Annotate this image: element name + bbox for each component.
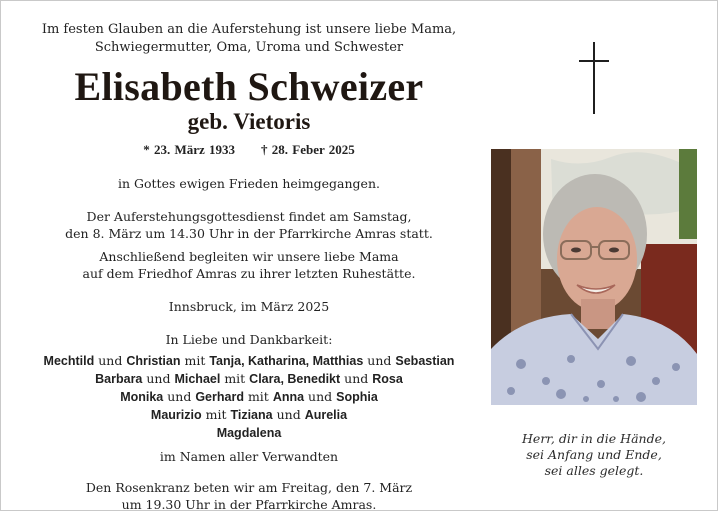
maiden-name: geb. Vietoris — [187, 109, 311, 134]
deceased-name: Elisabeth Schweizer — [74, 64, 424, 109]
rosary-line-2: um 19.30 Uhr in der Pfarrkirche Amras. — [121, 497, 377, 512]
passed-line: in Gottes ewigen Frieden heimgegangen. — [118, 176, 380, 191]
death-date: † 28. Feber 2025 — [261, 142, 355, 157]
quote-line-3: sei alles gelegt. — [544, 463, 644, 478]
family-row: Maurizio mit Tiziana und Aurelia — [150, 407, 348, 422]
love-line: In Liebe und Dankbarkeit: — [165, 332, 333, 347]
family-row: Barbara und Michael mit Clara, Benedikt und Rosa — [95, 371, 403, 386]
relatives-line: im Namen aller Verwandten — [159, 449, 339, 464]
quote-line-2: sei Anfang und Ende, — [526, 447, 662, 462]
service-line-2: den 8. März um 14.30 Uhr in der Pfarrkirche Amras statt. — [65, 226, 433, 241]
bible-quote — [491, 431, 697, 479]
latin-cross-icon — [579, 42, 609, 114]
family-row: Mechtild und Christian mit Tanja, Katharina, Matthias und Sebastian — [43, 353, 455, 368]
burial-line-1: Anschließend begleiten wir unsere liebe Mama — [99, 249, 399, 264]
portrait-photo — [491, 149, 697, 405]
life-dates — [19, 141, 479, 159]
obituary-main-text — [19, 21, 479, 513]
rosary-line-1: Den Rosenkranz beten wir am Freitag, den 7. März — [85, 480, 413, 495]
family-row: Monika und Gerhard mit Anna und Sophia — [120, 389, 378, 404]
burial-line-2: auf dem Friedhof Amras zu ihrer letzten Ruhestätte. — [82, 266, 416, 281]
service-line-1: Der Auferstehungsgottesdienst findet am Samstag, — [86, 209, 412, 224]
birth-date: * 23. März 1933 — [143, 142, 236, 157]
family-row: Magdalena — [216, 426, 282, 440]
quote-line-1: Herr, dir in die Hände, — [522, 431, 666, 446]
intro-line-1: Im festen Glauben an die Auferstehung ist unsere liebe Mama, — [41, 22, 457, 37]
intro-line-2: Schwiegermutter, Oma, Uroma und Schwester — [94, 40, 404, 55]
family-list — [19, 352, 479, 442]
place-date: Innsbruck, im März 2025 — [168, 299, 330, 314]
